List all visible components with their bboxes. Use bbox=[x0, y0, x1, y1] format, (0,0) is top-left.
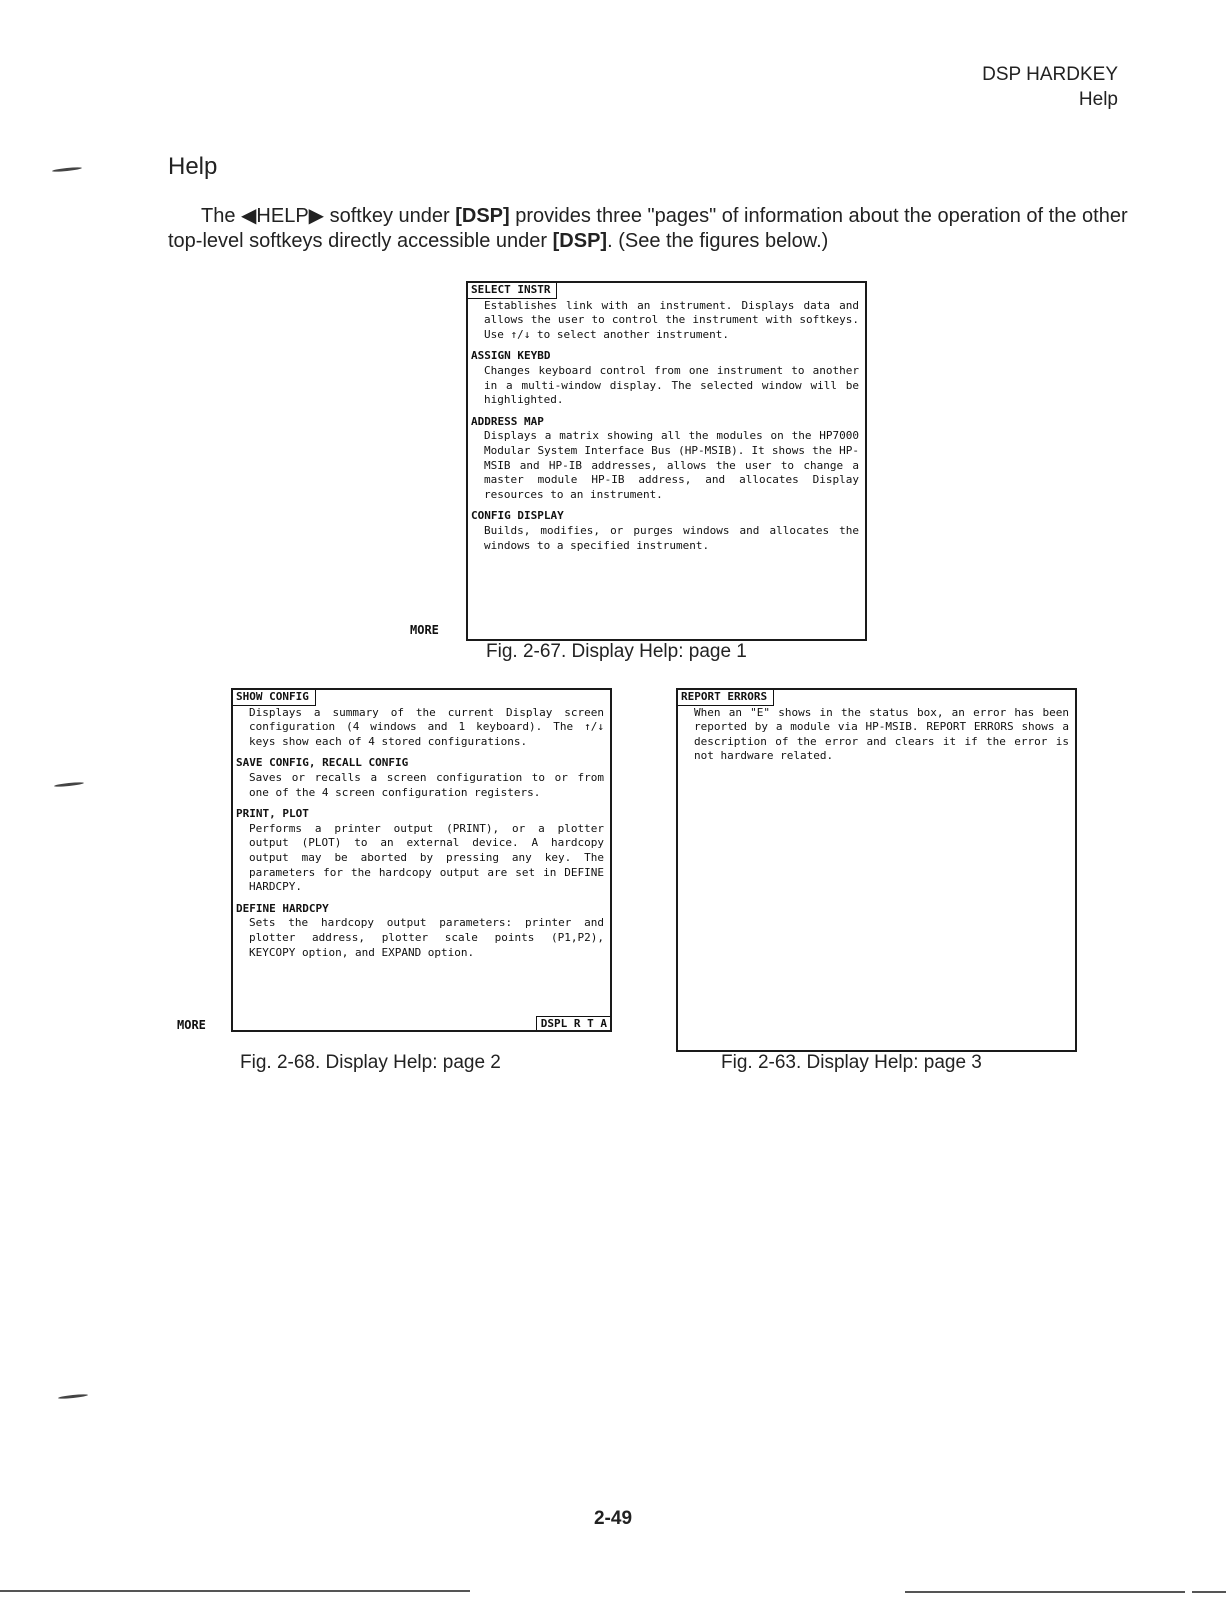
help-softkey-label: ◀HELP▶ bbox=[241, 205, 325, 227]
help-entry-body: Displays a summary of the current Display screen configuration (4 windows and 1 keyboard). The ↑/↓ keys show each of 4 stored configurations. bbox=[249, 705, 604, 748]
help-entry bbox=[233, 902, 610, 960]
page-edge-rule bbox=[0, 1590, 470, 1592]
help-entry-body: Establishes link with an instrument. Displays data and allows the user to control the instrument with softkeys. Use ↑/↓ to select another instrument. bbox=[484, 298, 859, 341]
dsp-key-label: [DSP] bbox=[455, 205, 510, 227]
running-header bbox=[982, 62, 1118, 112]
help-entry-body: Displays a matrix showing all the modules on the HP7000 Modular System Interface Bus (HP-MSIB). It shows the HP-MSIB and HP-IB addresses, allows the user to change a master module HP-IB address, and allocates Display resources to an instrument. bbox=[484, 429, 859, 501]
help-entry bbox=[233, 690, 610, 749]
help-entry-body: Sets the hardcopy output parameters: printer and plotter address, plotter scale points (P1,P2), KEYCOPY option, and EXPAND option. bbox=[249, 916, 604, 959]
margin-mark bbox=[58, 1393, 88, 1399]
running-header-chapter: DSP HARDKEY bbox=[982, 64, 1118, 85]
intro-text-2: softkey under bbox=[324, 205, 456, 227]
help-entry bbox=[468, 349, 865, 407]
help-screen-page-1 bbox=[466, 281, 867, 641]
dsp-key-label: [DSP] bbox=[552, 230, 608, 252]
help-entry-heading: CONFIG DISPLAY bbox=[471, 509, 564, 523]
help-screen-page-2 bbox=[231, 688, 612, 1032]
status-box: DSPL R T A bbox=[536, 1016, 612, 1032]
help-entry bbox=[233, 756, 610, 800]
figure-caption: Fig. 2-67. Display Help: page 1 bbox=[486, 641, 747, 662]
help-entry bbox=[468, 509, 865, 553]
help-entry-heading: ADDRESS MAP bbox=[471, 414, 544, 428]
more-softkey-label: MORE bbox=[177, 1018, 206, 1032]
help-entry-body: Builds, modifies, or purges windows and allocates the windows to a specified instrument. bbox=[484, 523, 859, 552]
intro-text-3: provides three "pages" of information about the operation of the other top-level softkeys directly accessible under bbox=[168, 205, 1128, 252]
help-entry bbox=[468, 283, 865, 342]
more-softkey-label: MORE bbox=[410, 623, 439, 637]
help-entry-heading: REPORT ERRORS bbox=[678, 690, 774, 706]
page-edge-rule bbox=[905, 1591, 1185, 1593]
intro-text-4: . (See the figures below.) bbox=[607, 230, 829, 252]
help-entry-heading: ASSIGN KEYBD bbox=[471, 349, 551, 363]
intro-paragraph bbox=[168, 204, 1128, 254]
page-edge-rule bbox=[1192, 1591, 1226, 1593]
help-entry-heading: SHOW CONFIG bbox=[233, 690, 316, 706]
running-header-topic: Help bbox=[1078, 89, 1118, 110]
help-entry bbox=[678, 690, 1075, 764]
help-entry-body: Saves or recalls a screen configuration to or from one of the 4 screen configuration registers. bbox=[249, 770, 604, 799]
figure-caption: Fig. 2-68. Display Help: page 2 bbox=[240, 1052, 501, 1073]
figure-caption: Fig. 2-63. Display Help: page 3 bbox=[721, 1052, 982, 1073]
help-entry-heading: PRINT, PLOT bbox=[236, 807, 309, 821]
help-entry-body: When an "E" shows in the status box, an error has been reported by a module via HP-MSIB. REPORT ERRORS shows a description of the error and clears it if the error is not hardware related. bbox=[694, 705, 1069, 763]
help-entry-heading: DEFINE HARDCPY bbox=[236, 901, 329, 915]
help-entry-heading: SAVE CONFIG, RECALL CONFIG bbox=[236, 756, 409, 770]
help-screen-page-3 bbox=[676, 688, 1077, 1052]
section-title: Help bbox=[168, 153, 218, 180]
help-entry-heading: SELECT INSTR bbox=[468, 283, 557, 299]
help-entry bbox=[233, 807, 610, 895]
intro-text-1: The bbox=[201, 205, 242, 227]
help-entry-body: Changes keyboard control from one instrument to another in a multi-window display. The selected window will be highlighted. bbox=[484, 363, 859, 407]
help-entry-body: Performs a printer output (PRINT), or a plotter output (PLOT) to an external device. A hardcopy output may be aborted by pressing any key. The parameters for the hardcopy output are set in DEFINE HARDCPY. bbox=[249, 821, 604, 894]
margin-mark bbox=[52, 166, 82, 172]
page-number: 2-49 bbox=[593, 1508, 633, 1529]
margin-mark bbox=[54, 781, 84, 787]
help-entry bbox=[468, 415, 865, 503]
